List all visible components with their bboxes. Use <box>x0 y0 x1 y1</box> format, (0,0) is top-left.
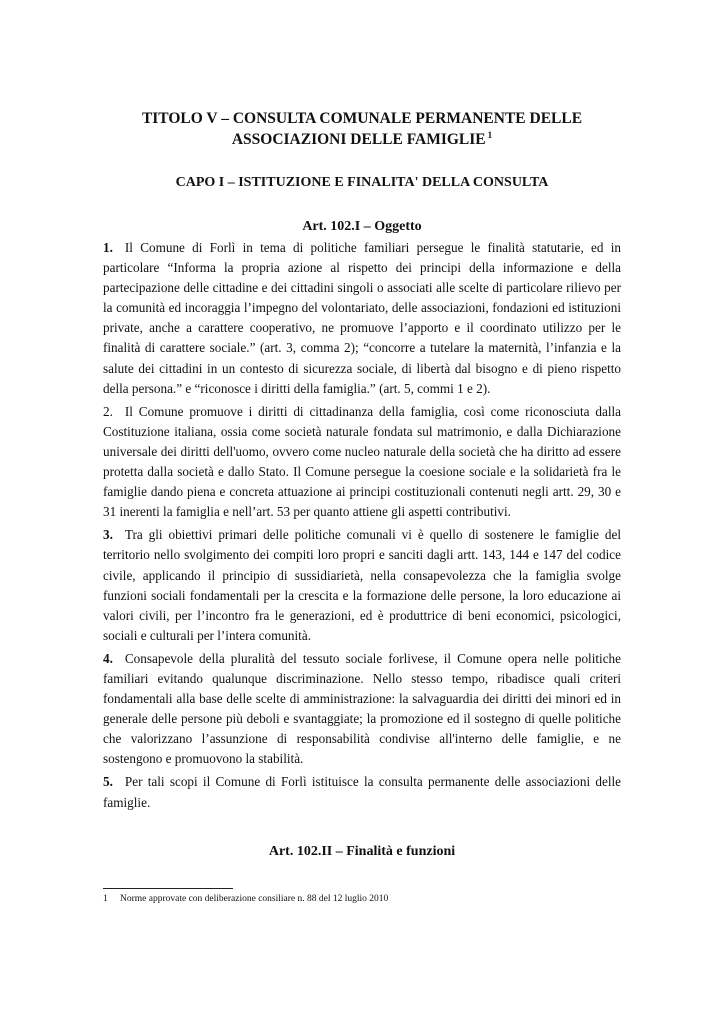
title-line-2: ASSOCIAZIONI DELLE FAMIGLIE <box>231 131 486 148</box>
paragraph-text: Il Comune di Forlì in tema di politiche familiari persegue le finalità statutarie, ed in particolare “Informa la propria azione al rispetto dei principi della informazione e della partecipazione delle cittadine e dei cittadini singoli o associati alle scelte di particolare rilievo per la comunità ed incoraggia l’impegno del volontariato, delle associazioni, fondazioni ed istituzioni private, anche a carattere cooperativo, ne promuove l’apporto e il coordinato utilizzo per le finalità di carattere sociale.” (art. 3, comma 2); “concorre a tutelare la maternità, l’infanzia e la salute dei cittadini in un contesto di sicurezza sociale, di libertà dal bisogno e di pieno rispetto della persona.” e “riconosce i diritti della famiglia.” (art. 5, commi 1 e 2). <box>103 240 621 396</box>
paragraph-number: 5. <box>103 774 113 790</box>
article-heading-102-II: Art. 102.II – Finalità e funzioni <box>268 843 456 859</box>
chapter-heading: CAPO I – ISTITUZIONE E FINALITA' DELLA CONSULTA <box>175 175 549 190</box>
article-heading-102-I: Art. 102.I – Oggetto <box>302 219 422 234</box>
paragraph-3 <box>103 525 621 646</box>
paragraph-number: 4. <box>103 650 113 666</box>
paragraph-2 <box>103 402 621 523</box>
footnote-number: 1 <box>103 894 108 904</box>
paragraph-1 <box>103 238 621 399</box>
document-title <box>103 108 621 150</box>
paragraph-4 <box>103 649 621 770</box>
footnote-text: Norme approvate con deliberazione consiliare n. 88 del 12 luglio 2010 <box>120 894 389 904</box>
footnote-separator <box>103 888 233 889</box>
footnote <box>103 893 388 905</box>
title-footnote-ref[interactable]: 1 <box>487 130 493 140</box>
document-page <box>103 108 621 863</box>
title-line-1: TITOLO V – CONSULTA COMUNALE PERMANENTE DELLE <box>141 110 583 127</box>
paragraph-number: 3. <box>103 527 113 543</box>
paragraph-text: Consapevole della pluralità del tessuto sociale forlivese, il Comune opera nelle politiche familiari evitando qualunque discriminazione. Nello stesso tempo, ribadisce quali criteri fondamentali alla base delle scelte di amministrazione: la salvaguardia dei diritti dei minori ed in generale delle persone più deboli e svantaggiate; la promozione ed il sostegno di quelle politiche che valorizzano l’assunzione di responsabilità condivise all'interno delle famiglie, e ne sostengono e promuovono la stabilità. <box>103 650 621 767</box>
paragraph-number: 2. <box>103 403 113 419</box>
paragraph-text: Tra gli obiettivi primari delle politiche comunali vi è quello di sostenere le famiglie del territorio nello svolgimento dei compiti loro propri e sanciti dagli artt. 143, 144 e 147 del codice civile, applicando il principio di sussidiarietà, nella consapevolezza che la famiglia svolge funzioni sociali fondamentali per la crescita e la formazione delle persone, la loro educazione ai valori civili, per l’incontro fra le generazioni, ed è produttrice di beni economici, psicologici, sociali e culturali per l’intera comunità. <box>103 527 621 643</box>
paragraph-text: Per tali scopi il Comune di Forlì istituisce la consulta permanente delle associazioni delle famiglie. <box>103 774 621 810</box>
paragraph-text: Il Comune promuove i diritti di cittadinanza della famiglia, così come riconosciuta dalla Costituzione italiana, ossia come società naturale fondata sul matrimonio, e dalla Dichiarazione universale dei diritti dell'uomo, ovvero come nucleo naturale della società che ha diritto ad essere protetta dalla società e dallo Stato. Il Comune persegue la coesione sociale e la solidarietà fra le famiglie dando piena e concreta attuazione ai principi costituzionali contenuti negli artt. 29, 30 e 31 inerenti la famiglia e nell’art. 53 per quanto attiene gli aspetti contributivi. <box>103 403 621 520</box>
paragraph-number: 1. <box>103 240 113 255</box>
paragraph-5 <box>103 772 621 812</box>
